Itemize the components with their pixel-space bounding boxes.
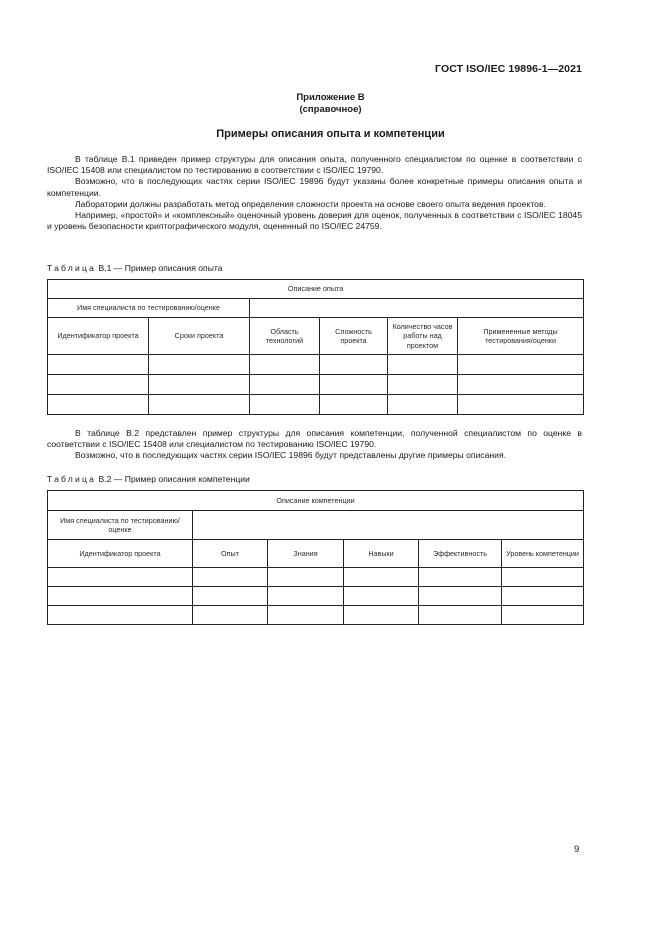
- table-cell: [48, 395, 149, 415]
- table-cell: [320, 355, 388, 375]
- table-cell: [268, 606, 344, 625]
- table-cell: [388, 355, 458, 375]
- table-row: [48, 395, 584, 415]
- document-header: ГОСТ ISO/IEC 19896-1—2021: [435, 63, 582, 75]
- column-header: Сроки проекта: [149, 318, 250, 355]
- intro-text: [47, 154, 582, 232]
- table-cell: [320, 375, 388, 395]
- table-cell: [48, 355, 149, 375]
- appendix-title: Приложение В: [296, 92, 365, 103]
- table-row: [48, 355, 584, 375]
- name-label: Имя специалиста по тестированию/оценке: [48, 511, 193, 540]
- table-header: Описание компетенции: [48, 491, 584, 511]
- section-title: Примеры описания опыта и компетенции: [216, 128, 445, 140]
- table-cell: [193, 511, 584, 540]
- table-cell: [193, 587, 268, 606]
- table-cell: [193, 606, 268, 625]
- column-header: Идентификатор проекта: [48, 318, 149, 355]
- table-cell: [388, 375, 458, 395]
- table-cell: [458, 355, 584, 375]
- column-header: Область технологий: [250, 318, 320, 355]
- table-cell: [502, 587, 584, 606]
- table-cell: [250, 395, 320, 415]
- table-header: Описание опыта: [48, 280, 584, 299]
- table-cell: [149, 395, 250, 415]
- column-header: Примененные методы тестирования/оценки: [458, 318, 584, 355]
- table-cell: [149, 375, 250, 395]
- mid-text: [47, 428, 582, 462]
- column-header: Опыт: [193, 540, 268, 568]
- table-cell: [458, 375, 584, 395]
- table-row: [48, 375, 584, 395]
- table-cell: [344, 568, 419, 587]
- caption-text: В.2 — Пример описания компетенции: [98, 474, 250, 484]
- table-cell: [419, 606, 502, 625]
- table-cell: [48, 568, 193, 587]
- column-header: Количество часов работы над проектом: [388, 318, 458, 355]
- column-header: Уровень компетенции: [502, 540, 584, 568]
- table-cell: [388, 395, 458, 415]
- table-cell: [250, 355, 320, 375]
- name-label: Имя специалиста по тестированию/оценке: [48, 299, 250, 318]
- table-cell: [419, 568, 502, 587]
- appendix-subtitle: (справочное): [299, 104, 362, 115]
- table-row: [48, 587, 584, 606]
- page-number: 9: [574, 844, 580, 855]
- column-header: Навыки: [344, 540, 419, 568]
- table-cell: [48, 375, 149, 395]
- table-cell: [250, 299, 584, 318]
- table-cell: [320, 395, 388, 415]
- table-cell: [268, 587, 344, 606]
- column-header: Эффективность: [419, 540, 502, 568]
- paragraph: Возможно, что в последующих частях серии ISO/IEC 19896 будут указаны более конкретные примеры описания опыта и компетенции.: [47, 176, 582, 198]
- table-cell: [419, 587, 502, 606]
- table-cell: [48, 606, 193, 625]
- paragraph: Например, «простой» и «комплексный» оценочный уровень доверия для оценок, полученных в соответствии с ISO/IEC 18045 и уровень безопасности криптографического модуля, оцененный по ISO/IEC 24759.: [47, 210, 582, 232]
- column-header: Идентификатор проекта: [48, 540, 193, 568]
- table-cell: [268, 568, 344, 587]
- table2-caption: [47, 474, 250, 484]
- table-competence: [47, 490, 584, 625]
- table-cell: [344, 606, 419, 625]
- caption-text: В.1 — Пример описания опыта: [98, 263, 223, 273]
- column-header: Знания: [268, 540, 344, 568]
- table-cell: [149, 355, 250, 375]
- table-cell: [250, 375, 320, 395]
- table-cell: [458, 395, 584, 415]
- table-cell: [502, 606, 584, 625]
- table-cell: [502, 568, 584, 587]
- table-cell: [48, 587, 193, 606]
- table1-caption: [47, 263, 223, 273]
- table-cell: [344, 587, 419, 606]
- caption-prefix: Таблица: [47, 263, 97, 273]
- column-header: Сложность проекта: [320, 318, 388, 355]
- table-experience: [47, 279, 584, 415]
- paragraph: В таблице В.2 представлен пример структуры для описания компетенции, полученной специалистом по оценке в соответствии с ISO/IEC 15408 или специалистом по тестированию ISO/IEC 19790.: [47, 428, 582, 450]
- paragraph: Лаборатории должны разработать метод определения сложности проекта на основе своего опыта ведения проектов.: [75, 198, 546, 209]
- caption-prefix: Таблица: [47, 474, 97, 484]
- table-cell: [193, 568, 268, 587]
- table-row: [48, 568, 584, 587]
- paragraph: Возможно, что в последующих частях серии ISO/IEC 19896 будут представлены другие примеры описания.: [75, 450, 507, 461]
- table-row: [48, 606, 584, 625]
- paragraph: В таблице В.1 приведен пример структуры для описания опыта, полученного специалистом по оценке в соответствии с ISO/IEC 15408 или специалистом по тестированию в соответствии с ISO/IEC 19790.: [47, 154, 582, 176]
